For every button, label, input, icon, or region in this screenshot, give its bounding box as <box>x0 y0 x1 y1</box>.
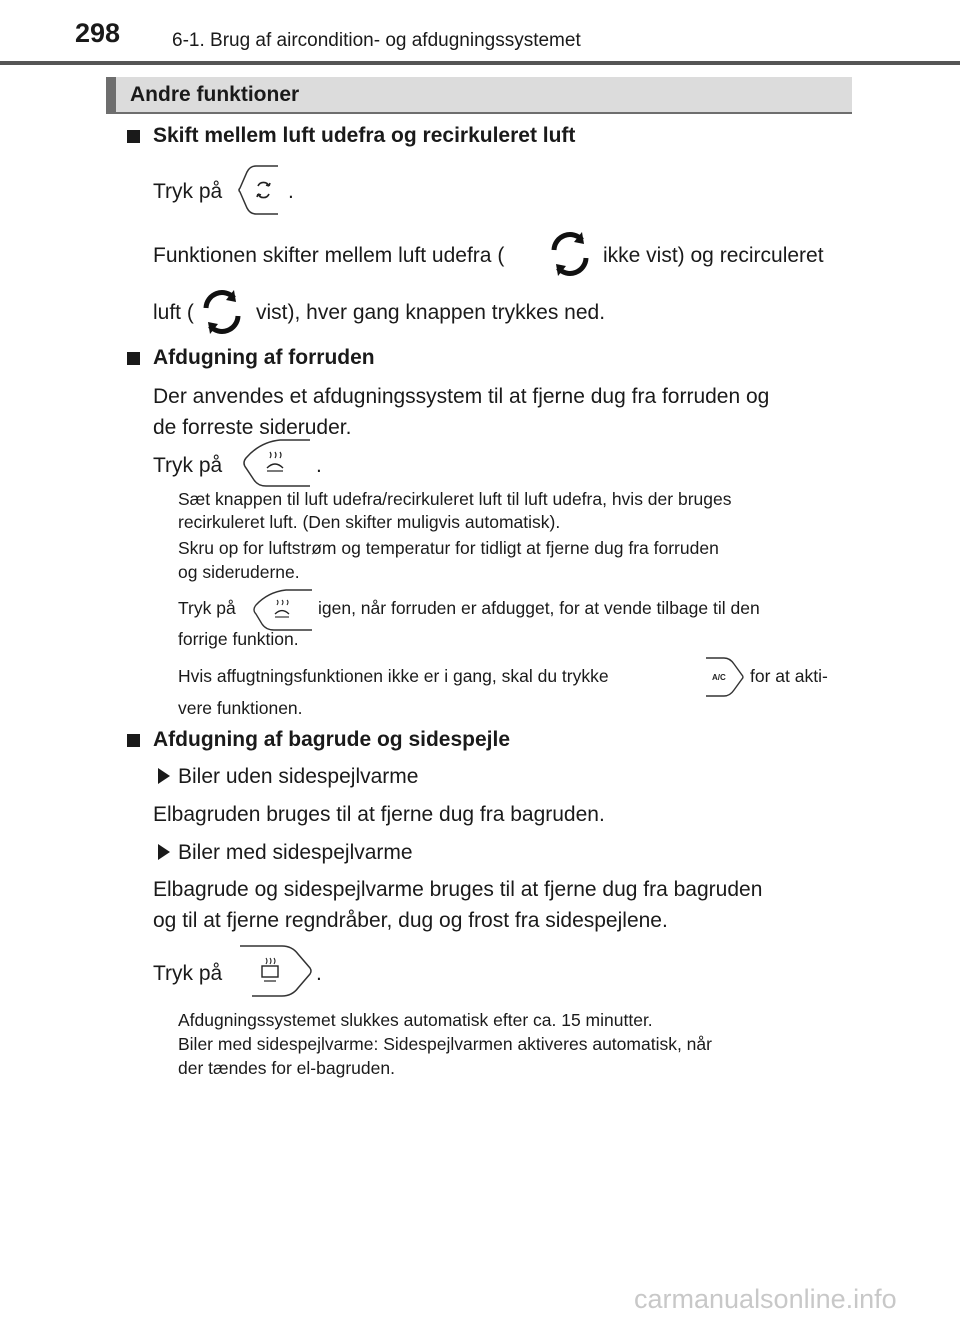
note-line: og sideruderne. <box>178 562 300 582</box>
section-title: Andre funktioner <box>130 83 300 106</box>
variant-label: Biler med sidespejlvarme <box>178 841 413 864</box>
windshield-paragraph-line2: de forreste sideruder. <box>153 416 352 439</box>
bullet-triangle-icon <box>158 844 170 860</box>
note-line: recirkuleret luft. (Den skifter muligvis automatisk). <box>178 512 561 532</box>
recirculation-indicator-icon <box>200 286 244 338</box>
section-rule <box>106 112 852 114</box>
header-rule <box>0 61 960 65</box>
recirculation-button-icon <box>238 164 286 216</box>
mode-text-line2a: luft ( <box>153 301 194 324</box>
windshield-defogger-button-icon <box>250 588 316 632</box>
mode-text-line2b: vist), hver gang knappen trykkes ned. <box>256 301 606 324</box>
rear-window-defogger-button-icon <box>238 944 314 998</box>
page-number: 298 <box>75 18 121 48</box>
bullet-triangle-icon <box>158 768 170 784</box>
mode-text-line1b: ikke vist) og recirculeret <box>603 244 824 267</box>
note-line: igen, når forruden er afdugget, for at vende tilbage til den <box>318 598 760 618</box>
press-instruction-text: Tryk på <box>153 962 223 985</box>
period-text: . <box>316 454 322 477</box>
note-line: for at akti- <box>750 666 828 686</box>
note-line: Biler med sidespejlvarme: Sidespejlvarmen aktiveres automatisk, når <box>178 1034 712 1054</box>
heading-rear-window-defog: Afdugning af bagrude og sidespejle <box>153 728 511 751</box>
note-line: forrige funktion. <box>178 629 299 649</box>
ac-button-icon <box>700 654 746 700</box>
bullet-square-icon <box>127 352 140 365</box>
windshield-defogger-button-icon <box>240 438 314 488</box>
period-text: . <box>316 962 322 985</box>
note-line: Hvis affugtningsfunktionen ikke er i gang, skal du trykke <box>178 666 609 686</box>
recirculation-indicator-icon <box>548 228 592 280</box>
bullet-square-icon <box>127 734 140 747</box>
period-text: . <box>288 180 294 203</box>
bullet-square-icon <box>127 130 140 143</box>
note-line: der tændes for el-bagruden. <box>178 1058 395 1078</box>
watermark: carmanualsonline.info <box>634 1284 897 1314</box>
note-line: Afdugningssystemet slukkes automatisk efter ca. 15 minutter. <box>178 1010 653 1030</box>
mode-text-line1a: Funktionen skifter mellem luft udefra ( <box>153 244 505 267</box>
variant-label: Biler uden sidespejlvarme <box>178 765 419 788</box>
heading-air-recirculation: Skift mellem luft udefra og recirkuleret luft <box>153 124 576 147</box>
variant-text: Elbagruden bruges til at fjerne dug fra bagruden. <box>153 803 605 826</box>
ac-label: A/C <box>712 673 726 682</box>
note-line: Tryk på <box>178 598 236 618</box>
press-instruction-text: Tryk på <box>153 180 223 203</box>
variant-text: Elbagrude og sidespejlvarme bruges til at fjerne dug fra bagruden <box>153 878 763 901</box>
chapter-title: 6-1. Brug af aircondition- og afdugningssystemet <box>172 30 581 51</box>
section-header <box>106 77 852 112</box>
press-instruction-text: Tryk på <box>153 454 223 477</box>
heading-windshield-defog: Afdugning af forruden <box>153 346 375 369</box>
note-line: vere funktionen. <box>178 698 303 718</box>
note-line: Sæt knappen til luft udefra/recirkuleret luft til luft udefra, hvis der bruges <box>178 489 732 509</box>
variant-text: og til at fjerne regndråber, dug og frost fra sidespejlene. <box>153 909 668 932</box>
windshield-paragraph-line1: Der anvendes et afdugningssystem til at fjerne dug fra forruden og <box>153 385 770 408</box>
note-line: Skru op for luftstrøm og temperatur for tidligt at fjerne dug fra forruden <box>178 538 719 558</box>
